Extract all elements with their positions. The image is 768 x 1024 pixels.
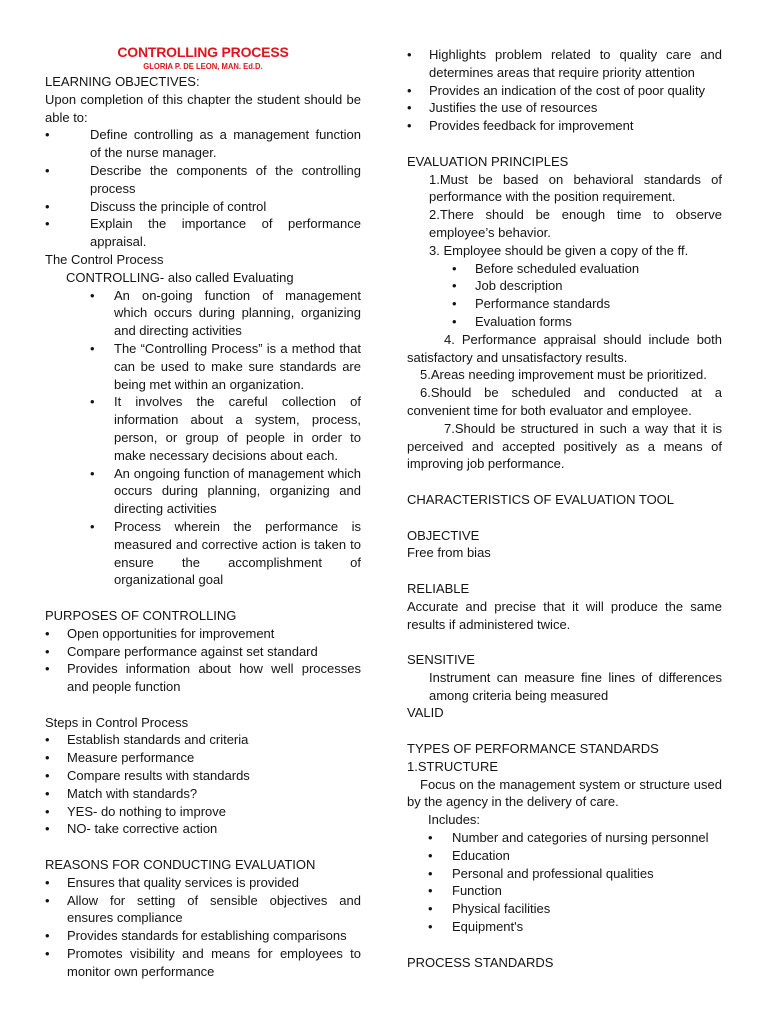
list-item: • NO- take corrective action: [45, 820, 361, 838]
list-item: • Provides an indication of the cost of poor quality: [407, 82, 722, 100]
list-item: • Describe the components of the controlling process: [45, 162, 361, 198]
reasons-continued-list: [407, 46, 722, 135]
types-heading: TYPES OF PERFORMANCE STANDARDS: [407, 741, 659, 757]
list-item: • Education: [428, 847, 722, 865]
includes-list: [407, 829, 722, 936]
list-item: • Personal and professional qualities: [428, 865, 722, 883]
list-item: • Justifies the use of resources: [407, 99, 722, 117]
learning-objectives-heading: LEARNING OBJECTIVES:: [45, 74, 200, 89]
list-item: • An ongoing function of management which occurs during planning, organizing and directing activities: [90, 465, 361, 518]
purposes-list: [45, 625, 361, 696]
evaluation-principles-heading: EVALUATION PRINCIPLES: [407, 153, 569, 169]
list-item: • An on-going function of management which occurs during planning, organizing and directing activities: [90, 287, 361, 340]
list-item: • Measure performance: [45, 749, 361, 767]
document-title: CONTROLLING PROCESS: [117, 44, 289, 60]
list-item: • Match with standards?: [45, 785, 361, 803]
reasons-list: [45, 874, 361, 981]
objective-heading: OBJECTIVE: [407, 527, 480, 543]
intro-paragraph: Upon completion of this chapter the student should be able to:: [45, 91, 361, 125]
list-item: • Define controlling as a management function of the nurse manager.: [45, 126, 361, 162]
list-item: • Highlights problem related to quality care and determines areas that require priority attention: [407, 46, 722, 82]
list-item: • Number and categories of nursing personnel: [428, 829, 722, 847]
list-item: • Provides feedback for improvement: [407, 117, 722, 135]
right-column: [407, 46, 722, 971]
process-standards-heading: PROCESS STANDARDS: [407, 954, 554, 970]
list-item: • Provides standards for establishing comparisons: [45, 927, 361, 945]
steps-list: [45, 731, 361, 838]
list-item: • Performance standards: [452, 295, 722, 313]
list-item: • Discuss the principle of control: [45, 198, 361, 216]
objectives-list: [45, 126, 361, 251]
list-item: • Explain the importance of performance appraisal.: [45, 215, 361, 251]
list-item: • Compare results with standards: [45, 767, 361, 785]
controlling-definition: CONTROLLING- also called Evaluating: [66, 269, 294, 285]
principle-4: 4. Performance appraisal should include both satisfactory and unsatisfactory results.: [407, 331, 722, 365]
steps-heading: Steps in Control Process: [45, 714, 189, 730]
list-item: • Establish standards and criteria: [45, 731, 361, 749]
list-item: • Open opportunities for improvement: [45, 625, 361, 643]
list-item: • Evaluation forms: [452, 313, 722, 331]
list-item: • The “Controlling Process” is a method that can be used to make sure standards are being met within an organization.: [90, 340, 361, 393]
reliable-heading: RELIABLE: [407, 580, 470, 596]
principle-2: 2.There should be enough time to observe employee’s behavior.: [429, 207, 722, 240]
list-item: • Physical facilities: [428, 900, 722, 918]
list-item: • Job description: [452, 277, 722, 295]
principle-1: 1.Must be based on behavioral standards of performance with the position requirement.: [429, 171, 722, 205]
objective-text: Free from bias: [407, 545, 491, 561]
list-item: • Provides information about how well processes and people function: [45, 660, 361, 696]
left-column: [45, 44, 361, 981]
list-item: • Before scheduled evaluation: [452, 260, 722, 278]
list-item: • Allow for setting of sensible objectives and ensures compliance: [45, 892, 361, 928]
principle-6: 6.Should be scheduled and conducted at a convenient time for both evaluator and employee.: [407, 385, 722, 418]
list-item: • Promotes visibility and means for employees to monitor own performance: [45, 945, 361, 981]
sensitive-heading: SENSITIVE: [407, 652, 475, 668]
list-item: • YES- do nothing to improve: [45, 803, 361, 821]
characteristics-heading: CHARACTERISTICS OF EVALUATION TOOL: [407, 491, 675, 507]
structure-heading: 1.STRUCTURE: [407, 758, 499, 774]
principle-3-list: [407, 260, 722, 331]
structure-text: Focus on the management system or structure used by the agency in the delivery of care.: [407, 776, 722, 810]
includes-label: Includes:: [428, 812, 481, 828]
principle-7: 7.Should be structured in such a way that it is perceived and accepted positively as a means of improving job performance.: [407, 420, 722, 472]
list-item: • Compare performance against set standard: [45, 643, 361, 661]
valid-heading: VALID: [407, 705, 444, 721]
list-item: • Function: [428, 882, 722, 900]
list-item: • It involves the careful collection of information about a system, process, person, or group of people in order to make necessary decisions about each.: [90, 393, 361, 464]
principle-5: 5.Areas needing improvement must be prioritized.: [420, 367, 707, 383]
control-process-heading: The Control Process: [45, 251, 164, 267]
list-item: • Process wherein the performance is measured and corrective action is taken to ensure the accomplishment of organizational goal: [90, 518, 361, 589]
author-line: GLORIA P. DE LEON, MAN. Ed.D.: [143, 61, 263, 71]
reasons-heading: REASONS FOR CONDUCTING EVALUATION: [45, 857, 316, 873]
sensitive-text: Instrument can measure fine lines of differences among criteria being measured: [429, 669, 722, 703]
controlling-list: [45, 287, 361, 590]
reliable-text: Accurate and precise that it will produce the same results if administered twice.: [407, 598, 722, 632]
list-item: • Equipment's: [428, 918, 722, 936]
list-item: • Ensures that quality services is provided: [45, 874, 361, 892]
purposes-heading: PURPOSES OF CONTROLLING: [45, 607, 237, 623]
principle-3: 3. Employee should be given a copy of the ff.: [429, 242, 689, 258]
